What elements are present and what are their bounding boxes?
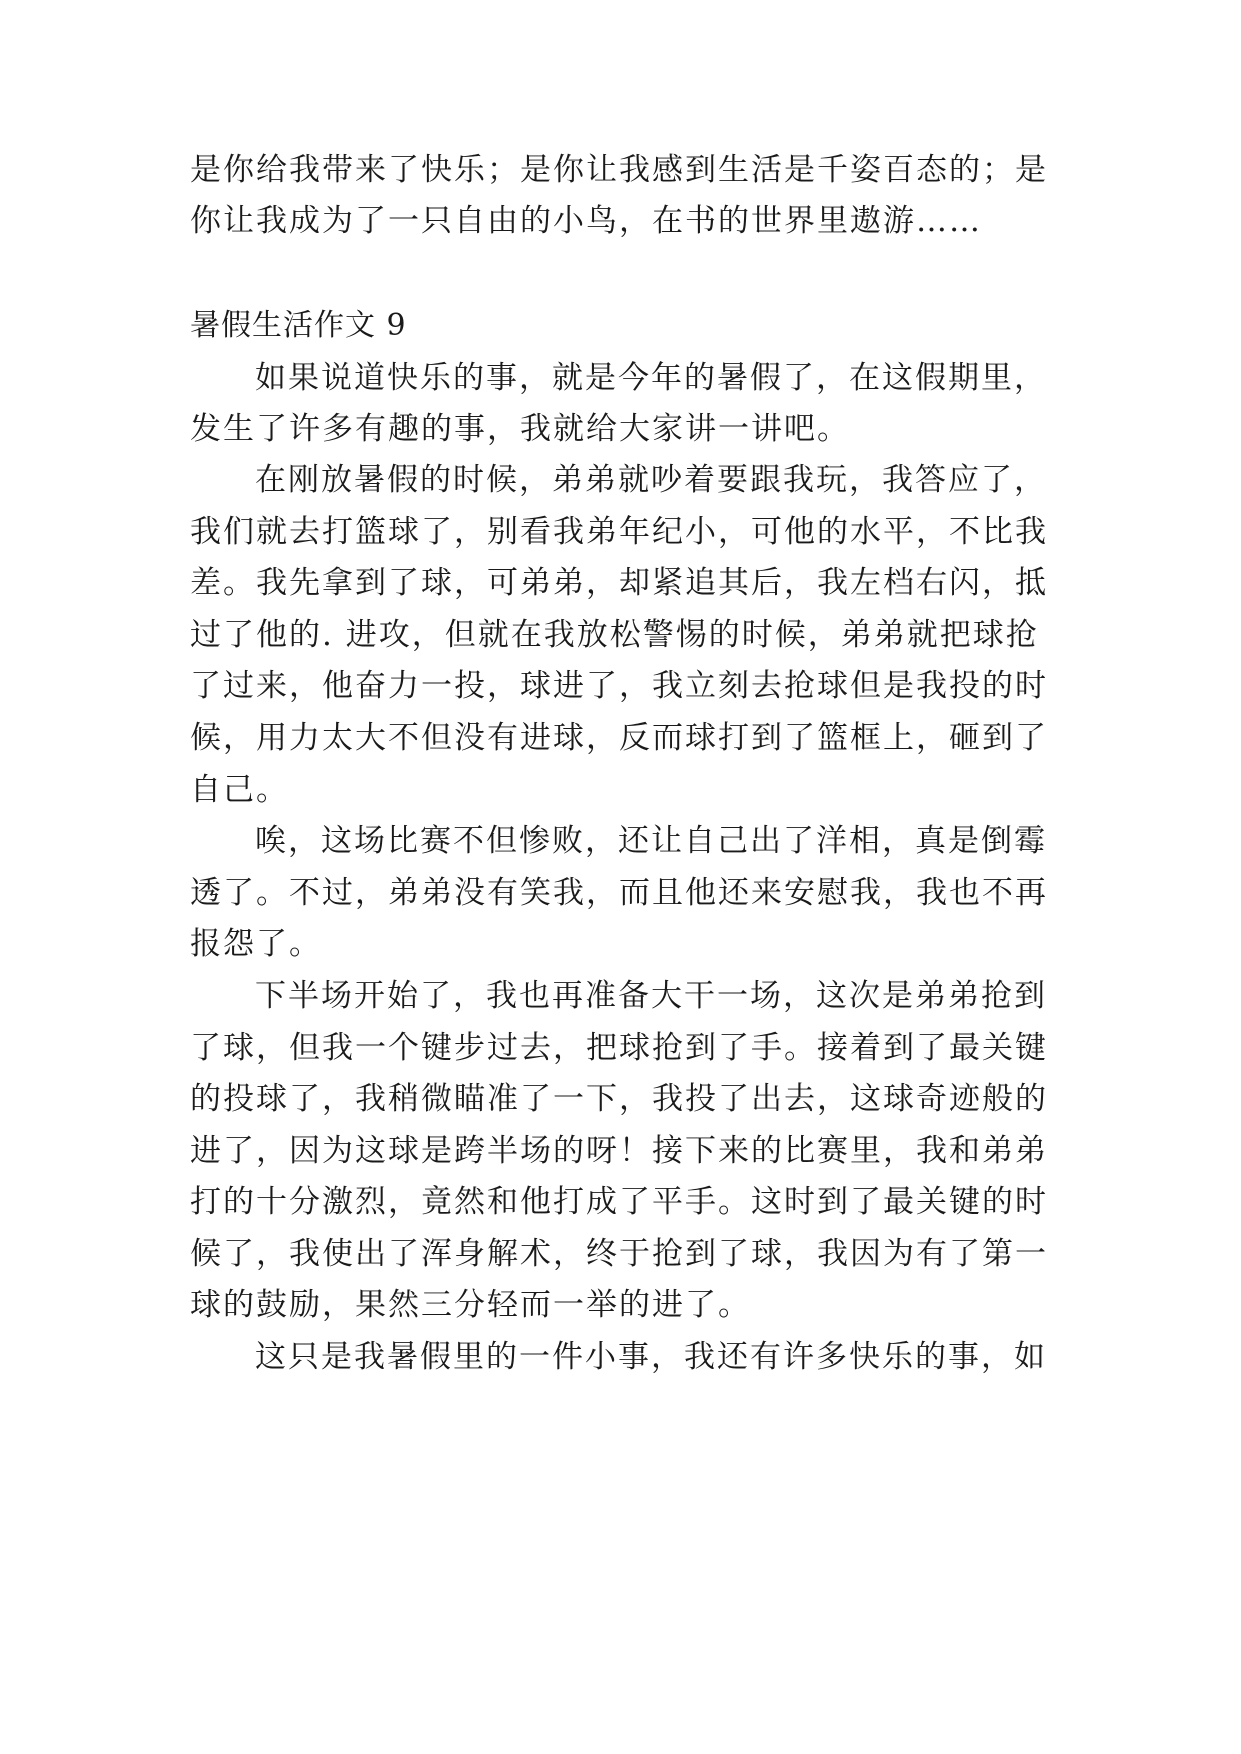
- text-line: 透了。不过，弟弟没有笑我，而且他还来安慰我，我也不再: [190, 875, 1048, 911]
- text-line: 过了他的. 进攻，但就在我放松警惕的时候，弟弟就把球抢: [190, 617, 1039, 653]
- text-line: 了球，但我一个键步过去，把球抢到了手。接着到了最关键: [190, 1030, 1048, 1066]
- text-line: 在刚放暑假的时候，弟弟就吵着要跟我玩，我答应了，: [255, 462, 1047, 498]
- text-line: 候了，我使出了浑身解术，终于抢到了球，我因为有了第一: [190, 1236, 1048, 1272]
- text-line: 如果说道快乐的事，就是今年的暑假了，在这假期里，: [255, 360, 1047, 396]
- text-line: 候，用力太大不但没有进球，反而球打到了篮框上，砸到了: [190, 720, 1048, 756]
- text-line: 这只是我暑假里的一件小事，我还有许多快乐的事，如: [255, 1339, 1047, 1375]
- text-line: 发生了许多有趣的事，我就给大家讲一讲吧。: [190, 411, 850, 447]
- text-line: 打的十分激烈，竟然和他打成了平手。这时到了最关键的时: [190, 1184, 1048, 1220]
- text-line: 下半场开始了，我也再准备大干一场，这次是弟弟抢到: [255, 978, 1047, 1014]
- text-line: 差。我先拿到了球，可弟弟，却紧追其后，我左档右闪，抵: [190, 565, 1048, 601]
- text-line: 了过来，他奋力一投，球进了，我立刻去抢球但是我投的时: [190, 668, 1048, 704]
- text-line: 我们就去打篮球了，别看我弟年纪小，可他的水平，不比我: [190, 514, 1048, 550]
- text-line: 的投球了，我稍微瞄准了一下，我投了出去，这球奇迹般的: [190, 1081, 1048, 1117]
- text-line: 球的鼓励，果然三分轻而一举的进了。: [190, 1287, 751, 1323]
- section-heading: 暑假生活作文 9: [190, 308, 407, 343]
- text-line: 进了，因为这球是跨半场的呀！接下来的比赛里，我和弟弟: [190, 1133, 1048, 1169]
- text-line: 是你给我带来了快乐；是你让我感到生活是千姿百态的；是: [190, 152, 1048, 188]
- text-line: 你让我成为了一只自由的小鸟，在书的世界里遨游……: [190, 203, 982, 239]
- text-line: 报怨了。: [190, 926, 322, 962]
- text-line: 自己。: [190, 772, 289, 808]
- text-line: 唉，这场比赛不但惨败，还让自己出了洋相，真是倒霉: [255, 823, 1047, 859]
